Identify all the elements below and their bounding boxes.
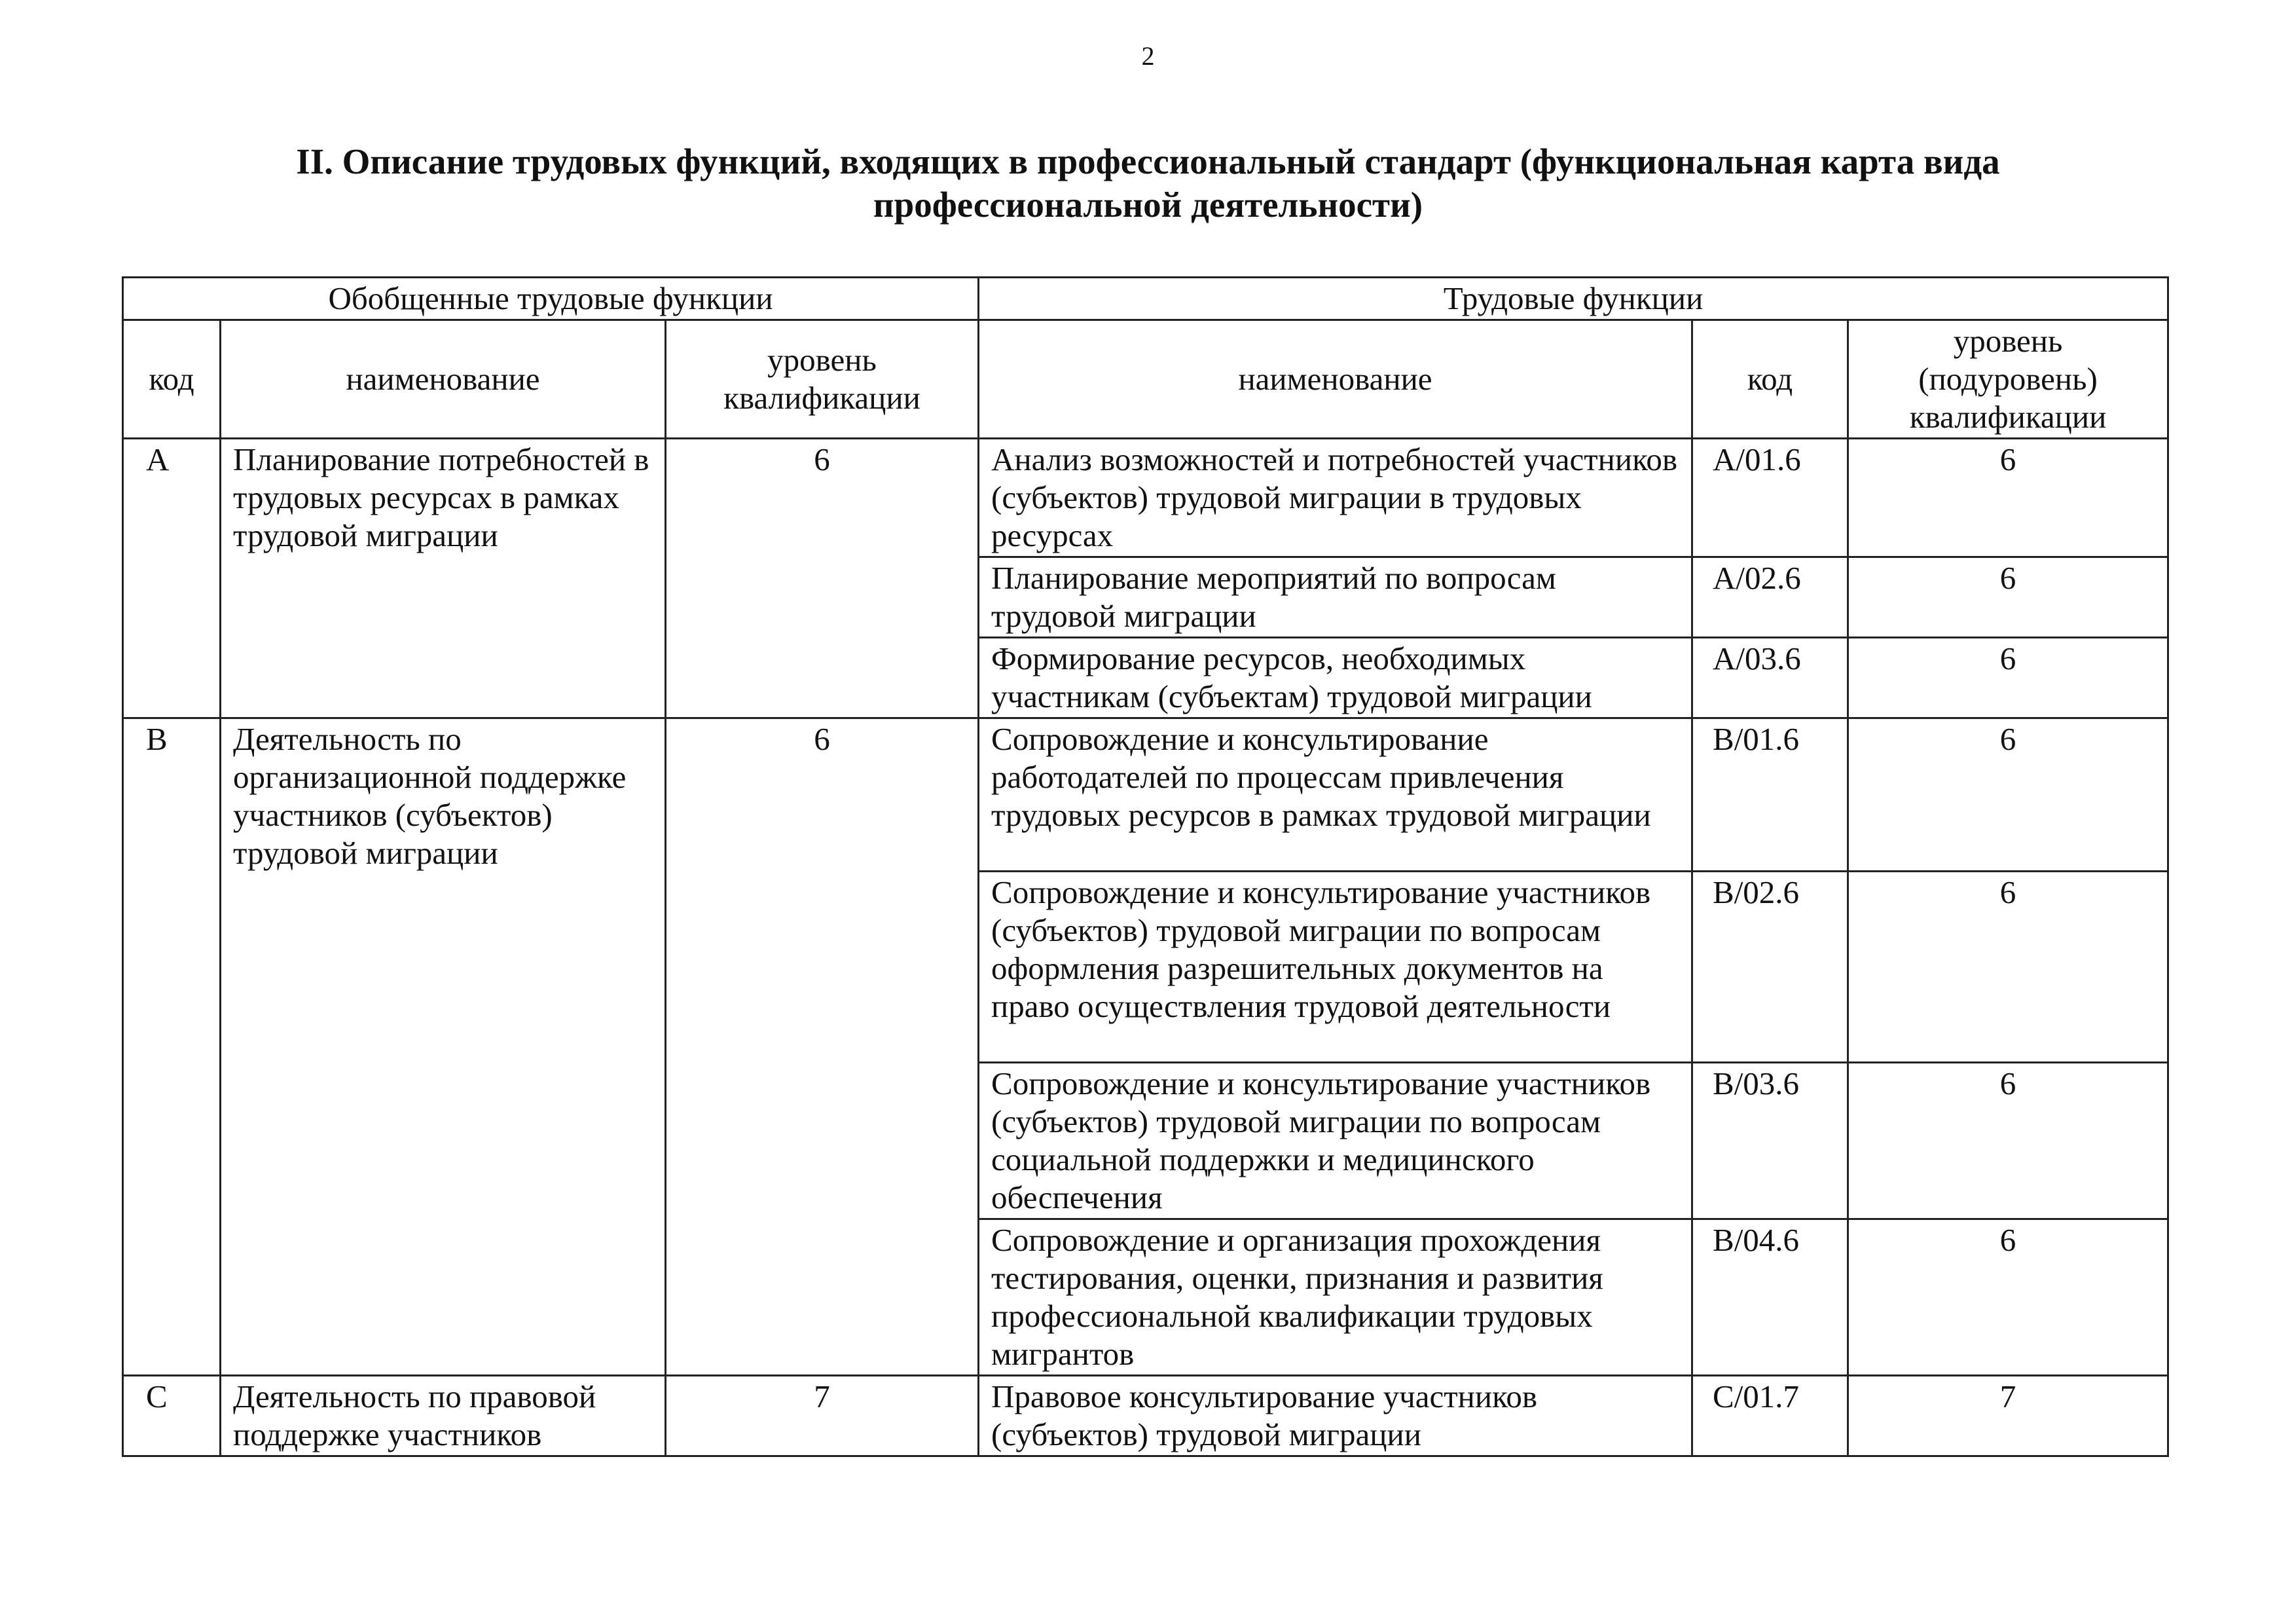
tf-name-cell: Правовое консультирование участников (субъектов) трудовой миграции <box>979 1376 1692 1456</box>
gen-code-cell: B <box>123 718 221 1376</box>
header-generalized-functions: Обобщенные трудовые функции <box>123 278 979 320</box>
tf-level-cell: 6 <box>1848 718 2168 872</box>
tf-code-cell: A/02.6 <box>1692 557 1848 638</box>
tf-name-cell: Сопровождение и консультирование участников (субъектов) трудовой миграции по вопросам оформления разрешительных документов на право осуществления трудовой деятельности <box>979 872 1692 1063</box>
tf-level-cell: 7 <box>1848 1376 2168 1456</box>
table-row <box>123 718 2168 872</box>
header-gen-name: наименование <box>221 320 666 439</box>
gen-name-cell: Деятельность по организационной поддержке участников (субъектов) трудовой миграции <box>221 718 666 1376</box>
gen-code-cell: C <box>123 1376 221 1456</box>
header-gen-level: уровень квалификации <box>666 320 979 439</box>
tf-level-cell: 6 <box>1848 1063 2168 1219</box>
tf-name-cell: Сопровождение и консультирование работодателей по процессам привлечения трудовых ресурсов в рамках трудовой миграции <box>979 718 1692 872</box>
tf-level-cell: 6 <box>1848 557 2168 638</box>
section-title: II. Описание трудовых функций, входящих в профессиональный стандарт (функциональная карта вида профессиональной деятельности) <box>296 141 2000 225</box>
tf-level-cell: 6 <box>1848 1219 2168 1376</box>
gen-name-cell: Деятельность по правовой поддержке участников <box>221 1376 666 1456</box>
tf-level-cell: 6 <box>1848 872 2168 1063</box>
tf-code-cell: A/03.6 <box>1692 638 1848 718</box>
tf-code-cell: A/01.6 <box>1692 439 1848 557</box>
tf-name-cell: Планирование мероприятий по вопросам трудовой миграции <box>979 557 1692 638</box>
tf-name-cell: Формирование ресурсов, необходимых участникам (субъектам) трудовой миграции <box>979 638 1692 718</box>
header-labor-functions: Трудовые функции <box>979 278 2168 320</box>
tf-code-cell: B/02.6 <box>1692 872 1848 1063</box>
gen-name-cell: Планирование потребностей в трудовых ресурсах в рамках трудовой миграции <box>221 439 666 718</box>
tf-name-cell: Сопровождение и консультирование участников (субъектов) трудовой миграции по вопросам социальной поддержки и медицинского обеспечения <box>979 1063 1692 1219</box>
table-row <box>123 439 2168 557</box>
page-number: 2 <box>1141 41 1155 71</box>
gen-level-cell: 7 <box>666 1376 979 1456</box>
header-tf-level: уровень (подуровень) квалификации <box>1848 320 2168 439</box>
gen-code-cell: A <box>123 439 221 718</box>
tf-code-cell: B/01.6 <box>1692 718 1848 872</box>
gen-level-cell: 6 <box>666 718 979 1376</box>
tf-name-cell: Анализ возможностей и потребностей участников (субъектов) трудовой миграции в трудовых ресурсах <box>979 439 1692 557</box>
tf-code-cell: B/03.6 <box>1692 1063 1848 1219</box>
tf-code-cell: C/01.7 <box>1692 1376 1848 1456</box>
table-row <box>123 1376 2168 1456</box>
header-tf-name: наименование <box>979 320 1692 439</box>
header-gen-code: код <box>123 320 221 439</box>
tf-level-cell: 6 <box>1848 638 2168 718</box>
tf-name-cell: Сопровождение и организация прохождения тестирования, оценки, признания и развития профессиональной квалификации трудовых мигрантов <box>979 1219 1692 1376</box>
tf-code-cell: B/04.6 <box>1692 1219 1848 1376</box>
tf-level-cell: 6 <box>1848 439 2168 557</box>
group-header-row <box>123 278 2168 320</box>
gen-level-cell: 6 <box>666 439 979 718</box>
functional-map-table <box>122 276 2169 1457</box>
header-tf-code: код <box>1692 320 1848 439</box>
column-header-row <box>123 320 2168 439</box>
